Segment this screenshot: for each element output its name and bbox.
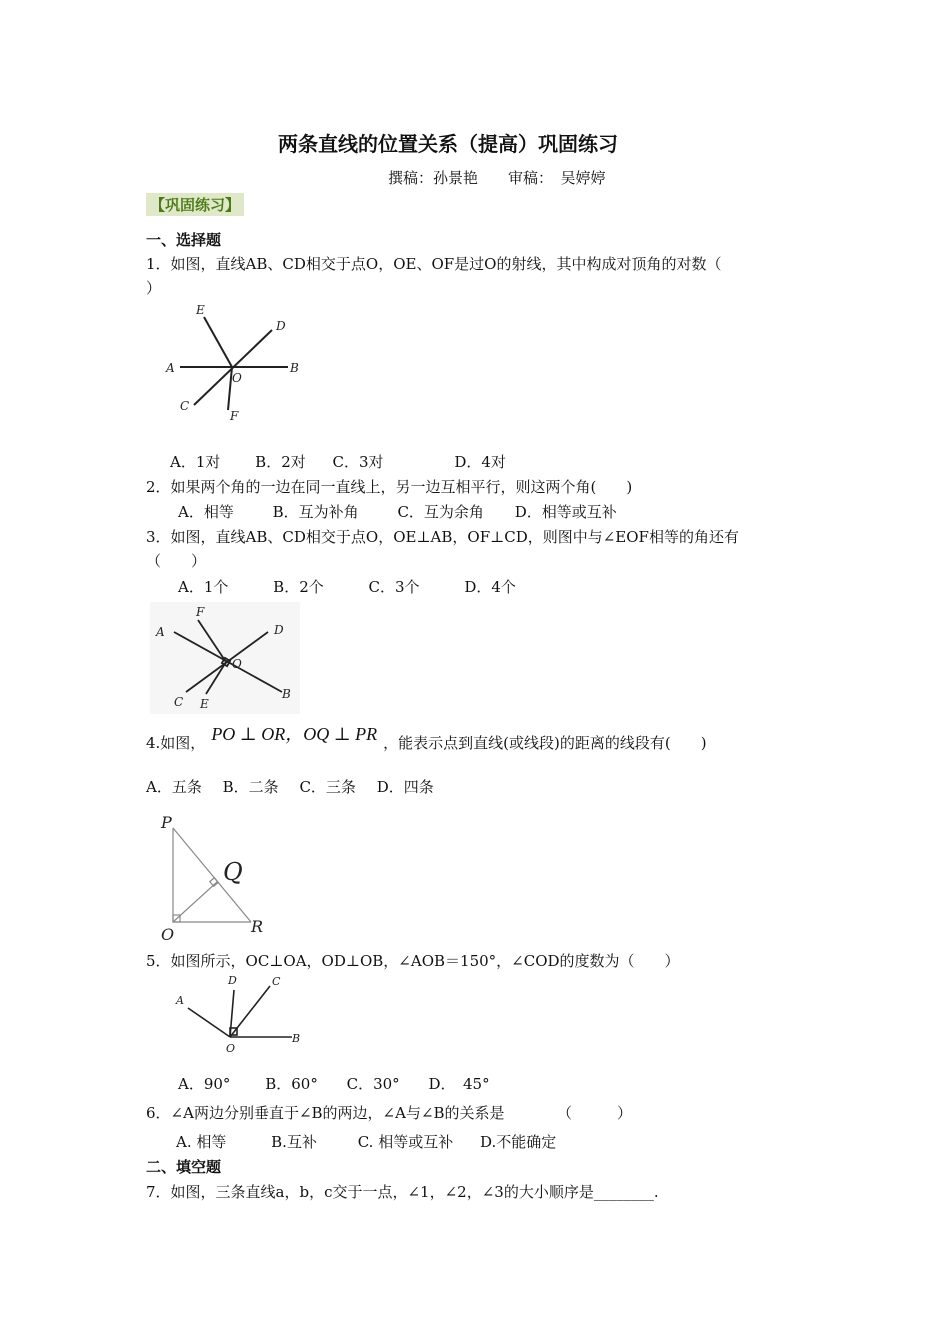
q4-option-d[interactable]: D．四条: [376, 778, 434, 796]
q4-suffix: ，能表示点到直线(或线段)的距离的线段有( ): [383, 734, 707, 752]
q5-option-b[interactable]: B．60°: [265, 1075, 318, 1093]
q3-label-d: D: [274, 623, 284, 637]
q1-option-b[interactable]: B．2对: [255, 453, 306, 471]
q1-label-e: E: [196, 303, 205, 317]
q5-options: [178, 1074, 490, 1094]
q4-label-p: P: [161, 813, 172, 832]
q5-label-c: C: [272, 975, 281, 988]
q1-text-cont: ）: [146, 279, 162, 297]
q5-option-c[interactable]: C．30°: [346, 1075, 400, 1093]
q7-text: 7．如图，三条直线a，b，c交于一点，∠1，∠2，∠3的大小顺序是________.: [146, 1183, 659, 1201]
q1-label-a: A: [166, 361, 175, 375]
q3-label-a: A: [156, 625, 165, 639]
q3-text-cont: （ ）: [146, 552, 207, 570]
q6-option-d[interactable]: D.不能确定: [480, 1133, 557, 1151]
q1-label-f: F: [230, 409, 239, 423]
q4-label-q: Q: [223, 858, 243, 886]
q2-text: 2．如果两个角的一边在同一直线上，另一边互相平行，则这两个角( ): [146, 478, 633, 496]
q3-options: [178, 577, 516, 597]
q1-option-a[interactable]: A．1对: [170, 453, 221, 471]
q3-text: 3．如图，直线AB、CD相交于点O，OE⊥AB，OF⊥CD，则图中与∠EOF相等的角还有: [146, 528, 739, 546]
q5-label-d: D: [228, 974, 237, 987]
q5-text: 5．如图所示，OC⊥OA，OD⊥OB，∠AOB＝150°，∠COD的度数为（ ）: [146, 952, 680, 970]
q2-option-d[interactable]: D．相等或互补: [514, 503, 617, 521]
q5-label-b: B: [292, 1032, 301, 1045]
q4-option-b[interactable]: B．二条: [222, 778, 279, 796]
q1-label-d: D: [276, 319, 286, 333]
q4-option-c[interactable]: C．三条: [299, 778, 356, 796]
q5-option-d[interactable]: D． 45°: [428, 1075, 490, 1093]
q2-option-a[interactable]: A．相等: [178, 503, 234, 521]
q1-option-d[interactable]: D．4对: [454, 453, 506, 471]
q2-options: [178, 502, 617, 522]
author-line: 撰稿：孙景艳 审稿： 吴婷婷: [388, 169, 606, 187]
q5-figure: [170, 970, 310, 1060]
q5-label-a: A: [176, 994, 184, 1007]
q3-label-o: O: [232, 657, 242, 671]
q4-prefix: 4.如图，: [146, 734, 206, 752]
q4-label-r: R: [251, 917, 264, 936]
part2-heading: 二、填空题: [146, 1158, 222, 1176]
q3-option-b[interactable]: B．2个: [273, 578, 324, 596]
q3-option-c[interactable]: C．3个: [368, 578, 420, 596]
q3-label-e: E: [200, 697, 209, 711]
q3-option-d[interactable]: D．4个: [464, 578, 516, 596]
q3-option-a[interactable]: A．1个: [178, 578, 229, 596]
q3-label-b: B: [282, 687, 291, 701]
q1-label-o: O: [232, 371, 242, 385]
q1-label-b: B: [290, 361, 299, 375]
q4-option-a[interactable]: A．五条: [146, 778, 202, 796]
q1-option-c[interactable]: C．3对: [332, 453, 384, 471]
q1-text: 1．如图，直线AB、CD相交于点O，OE、OF是过O的射线，其中构成对顶角的对数（: [146, 255, 722, 273]
q6-option-c[interactable]: C. 相等或互补: [357, 1133, 454, 1151]
q4-label-o: O: [161, 925, 175, 944]
q6-options: [176, 1132, 556, 1152]
q1-label-c: C: [180, 399, 190, 413]
q4-math: PO ⊥ OR，OQ ⊥ PR: [211, 724, 378, 744]
q3-figure: [150, 602, 300, 714]
q5-label-o: O: [226, 1042, 236, 1055]
q4-figure: [155, 808, 275, 948]
q6-option-a[interactable]: A. 相等: [176, 1133, 227, 1151]
page-title: 两条直线的位置关系（提高）巩固练习: [278, 132, 618, 156]
q1-figure: [160, 300, 310, 425]
part1-heading: 一、选择题: [146, 231, 222, 249]
q4-text: [146, 724, 707, 753]
q1-options: [170, 452, 506, 472]
q2-option-b[interactable]: B．互为补角: [272, 503, 359, 521]
q3-label-f: F: [196, 605, 205, 619]
q6-text: 6．∠A两边分别垂直于∠B的两边，∠A与∠B的关系是 （ ）: [146, 1104, 633, 1122]
q4-options: [146, 777, 434, 797]
q5-option-a[interactable]: A．90°: [178, 1075, 231, 1093]
q3-label-c: C: [174, 695, 184, 709]
q2-option-c[interactable]: C．互为余角: [397, 503, 484, 521]
section-tag: 【巩固练习】: [146, 193, 244, 216]
q6-option-b[interactable]: B.互补: [271, 1133, 317, 1151]
